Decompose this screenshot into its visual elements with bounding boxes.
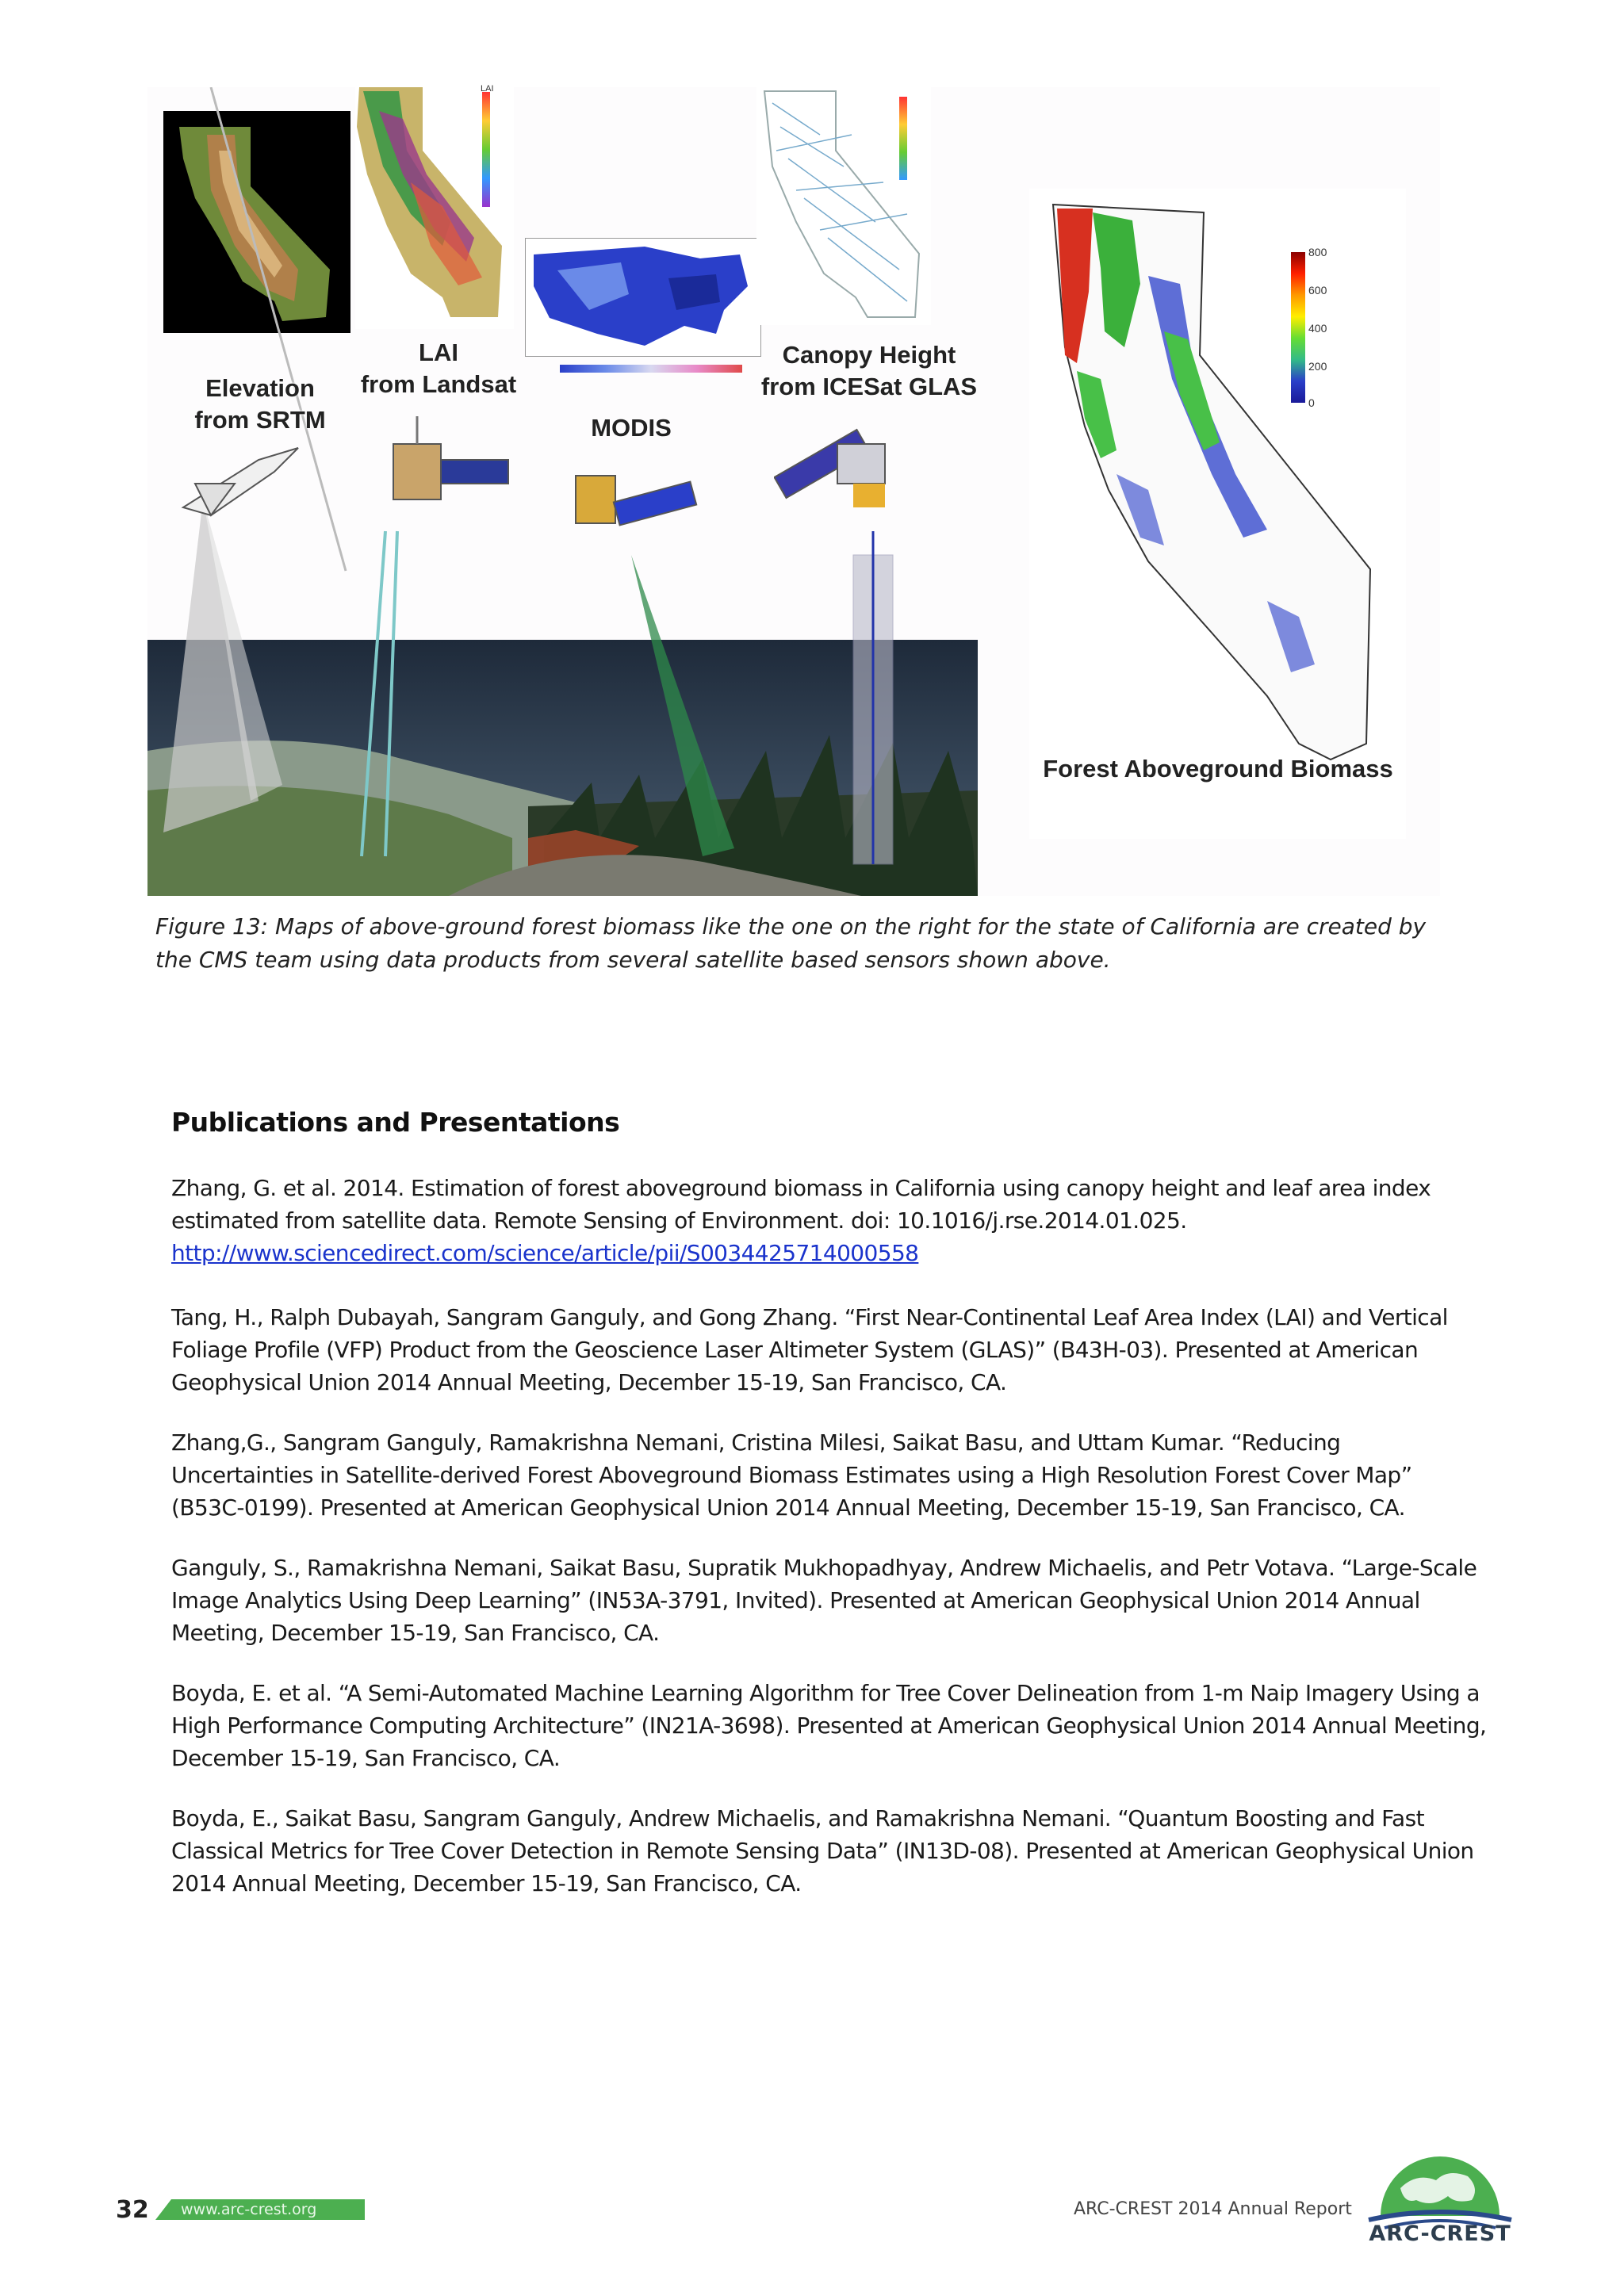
footer-url-link[interactable]: www.arc-crest.org [181,2201,317,2218]
biomass-tick-400: 400 [1308,322,1327,335]
footer-url-notch [155,2199,171,2220]
publication-entry [171,1552,1488,1649]
biomass-tick-0: 0 [1308,396,1315,409]
icesat-satellite-icon [774,420,933,539]
publication-text: Boyda, E., Saikat Basu, Sangram Ganguly, Andrew Michaelis, and Ramakrishna Nemani. “Quantum Boosting and Fast Classical Metrics for Tree Cover Detection in Remote Sensing Data” (IN13D-08). Presented at American Geophysical Union 2014 Annual Meeting, December 15-19, San Francisco, CA. [171,1805,1474,1896]
publication-text: Zhang,G., Sangram Ganguly, Ramakrishna Nemani, Cristina Milesi, Saikat Basu, and Uttam Kumar. “Reducing Uncertainties in Satellite-derived Forest Aboveground Biomass Estimates using a High Resolution Forest Cover Map” (B53C-0199). Presented at American Geophysical Union 2014 Annual Meeting, December 15-19, San Francisco, CA. [171,1429,1412,1521]
figure-caption: Figure 13: Maps of above-ground forest biomass like the one on the right for the state of California are created by the CMS team using data products from several satellite based sensors shown above. [155,913,1427,973]
page-number: 32 [116,2196,149,2224]
lai-legend-title: LAI [481,84,494,94]
modis-satellite-icon [568,452,703,547]
publication-text: Tang, H., Ralph Dubayah, Sangram Ganguly, and Gong Zhang. “First Near-Continental Leaf Area Index (LAI) and Vertical Foliage Profile (VFP) Product from the Geoscience Laser Altimeter System (GLAS)” (B43H-03). Presented at American Geophysical Union 2014 Annual Meeting, December 15-19, San Francisco, CA. [171,1304,1448,1395]
publication-entry [171,1426,1488,1524]
label-lai: LAI from Landsat [360,339,517,398]
publication-text: Boyda, E. et al. “A Semi-Automated Machine Learning Algorithm for Tree Cover Delineation from 1-m Naip Imagery Using a High Performance Computing Architecture” (IN21A-3698). Presented at American Geophysical Union 2014 Annual Meeting, December 15-19, San Francisco, CA. [171,1680,1487,1771]
biomass-tick-200: 200 [1308,360,1327,373]
figure-13 [147,84,1440,896]
shuttle-icon [179,436,306,523]
publication-text: Zhang, G. et al. 2014. Estimation of forest aboveground biomass in California using canopy height and leaf area index estimated from satellite data. Remote Sensing of Environment. doi: 10.1016/j.rse.2014.01.025. [171,1175,1431,1234]
label-canopy: Canopy Height from ICESat GLAS [760,341,978,400]
publication-link[interactable]: http://www.sciencedirect.com/science/article/pii/S0034425714000558 [171,1240,919,1266]
footer-logo-text: ARC-CREST [1369,2221,1511,2246]
biomass-tick-600: 600 [1308,284,1327,297]
label-biomass: Forest Aboveground Biomass [1043,755,1393,783]
section-heading: Publications and Presentations [171,1107,620,1138]
publication-entry [171,1172,1488,1269]
publication-entry [171,1677,1488,1774]
footer-report-title: ARC-CREST 2014 Annual Report [1074,2199,1352,2219]
publication-entry [171,1802,1488,1900]
biomass-tick-800: 800 [1308,246,1327,258]
publication-list [171,1172,1488,1927]
label-elevation: Elevation from SRTM [194,374,326,434]
publication-entry [171,1301,1488,1399]
publication-text: Ganguly, S., Ramakrishna Nemani, Saikat Basu, Supratik Mukhopadhyay, Andrew Michaelis, and Petr Votava. “Large-Scale Image Analytics Using Deep Learning” (IN53A-3791, Invited). Presented at American Geophysical Union 2014 Annual Meeting, December 15-19, San Francisco, CA. [171,1555,1477,1646]
label-modis: MODIS [591,414,672,442]
landsat-satellite-icon [377,412,512,531]
